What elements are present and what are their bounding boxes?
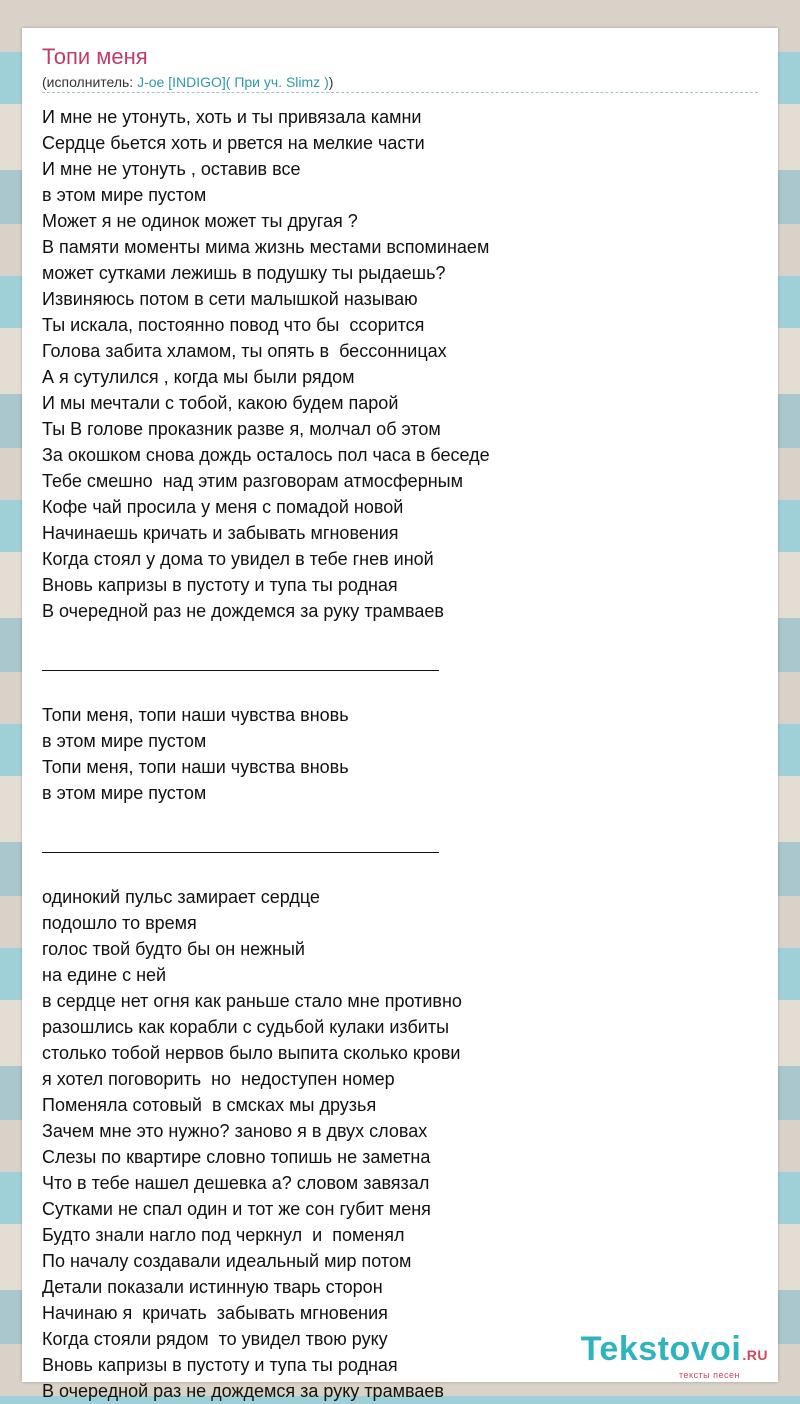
lyric-line: Ты В голове проказник разве я, молчал об этом — [42, 419, 441, 439]
lyric-line: может сутками лежишь в подушку ты рыдаешь? — [42, 263, 446, 283]
lyric-line: Что в тебе нашел дешевка а? словом завязал — [42, 1173, 430, 1193]
lyric-line: В памяти моменты мима жизнь местами вспоминаем — [42, 237, 490, 257]
divider-line — [42, 650, 439, 676]
lyric-line: голос твой будто бы он нежный — [42, 939, 305, 959]
logo-tld: .RU — [742, 1347, 768, 1363]
artist-prefix: (исполнитель: — [42, 74, 138, 90]
verse-2 — [42, 884, 758, 1404]
logo-tagline: тексты песен — [678, 1370, 740, 1380]
lyric-line: в этом мире пустом — [42, 783, 207, 803]
lyric-line: подошло то время — [42, 913, 197, 933]
lyric-line: А я сутулился , когда мы были рядом — [42, 367, 355, 387]
lyric-line: Извиняюсь потом в сети малышкой называю — [42, 289, 418, 309]
lyric-line: Начинаю я кричать забывать мгновения — [42, 1303, 388, 1323]
lyric-line: И мне не утонуть , оставив все — [42, 159, 301, 179]
lyric-line: Будто знали нагло под черкнул и поменял — [42, 1225, 405, 1245]
lyric-line: И мы мечтали с тобой, какою будем парой — [42, 393, 399, 413]
lyric-line: Голова забита хламом, ты опять в бессонницах — [42, 341, 447, 361]
lyric-line: Вновь капризы в пустоту и тупа ты родная — [42, 575, 398, 595]
chorus — [42, 702, 758, 806]
lyric-line: в сердце нет огня как раньше стало мне противно — [42, 991, 462, 1011]
lyric-line: Сердце бьется хоть и рвется на мелкие части — [42, 133, 425, 153]
lyric-line: Тебе смешно над этим разговорам атмосферным — [42, 471, 463, 491]
song-title: Топи меня — [42, 44, 148, 69]
lyric-line: Детали показали истинную тварь сторон — [42, 1277, 383, 1297]
artist-link[interactable]: J-oe [INDIGO]( При уч. Slimz ) — [137, 74, 329, 90]
divider-line — [42, 832, 439, 858]
lyric-line: одинокий пульс замирает сердце — [42, 887, 320, 907]
lyric-line: Вновь капризы в пустоту и тупа ты родная — [42, 1355, 398, 1375]
lyric-line: Топи меня, топи наши чувства вновь — [42, 757, 349, 777]
lyric-line: Слезы по квартире словно топишь не заметна — [42, 1147, 431, 1167]
verse-1 — [42, 104, 758, 624]
artist-suffix: ) — [328, 74, 334, 90]
lyric-line: Может я не одинок может ты другая ? — [42, 211, 358, 231]
blank-line — [42, 676, 758, 702]
lyric-line: Когда стоял у дома то увидел в тебе гнев иной — [42, 549, 434, 569]
lyric-line: В очередной раз не дождемся за руку трамваев — [42, 1381, 444, 1401]
lyric-line: В очередной раз не дождемся за руку трамваев — [42, 601, 444, 621]
logo-wordmark — [581, 1332, 768, 1372]
lyric-line: в этом мире пустом — [42, 731, 207, 751]
lyric-line: Кофе чай просила у меня с помадой новой — [42, 497, 404, 517]
blank-line — [42, 806, 758, 832]
artist-line — [42, 74, 758, 93]
blank-line — [42, 624, 758, 650]
lyric-line: на едине с ней — [42, 965, 167, 985]
lyric-line: И мне не утонуть, хоть и ты привязала камни — [42, 107, 422, 127]
lyrics-card — [22, 28, 778, 1401]
lyric-line: За окошком снова дождь осталось пол часа в беседе — [42, 445, 490, 465]
lyric-line: Ты искала, постоянно повод что бы ссорится — [42, 315, 425, 335]
site-logo[interactable] — [581, 1332, 768, 1380]
lyric-line: я хотел поговорить но недоступен номер — [42, 1069, 395, 1089]
lyric-line: Поменяла сотовый в смсках мы друзья — [42, 1095, 377, 1115]
lyric-line: По началу создавали идеальный мир потом — [42, 1251, 412, 1271]
lyric-line: Сутками не спал один и тот же сон губит меня — [42, 1199, 431, 1219]
lyric-line: в этом мире пустом — [42, 185, 207, 205]
logo-name: Tekstovoi — [580, 1330, 742, 1368]
lyric-line: разошлись как корабли с судьбой кулаки избиты — [42, 1017, 450, 1037]
lyric-line: Зачем мне это нужно? заново я в двух словах — [42, 1121, 428, 1141]
lyric-line: Когда стояли рядом то увидел твою руку — [42, 1329, 388, 1349]
lyrics-body — [42, 104, 758, 1404]
blank-line — [42, 858, 758, 884]
lyric-line: Топи меня, топи наши чувства вновь — [42, 705, 349, 725]
lyric-line: столько тобой нервов было выпита сколько крови — [42, 1043, 461, 1063]
lyric-line: Начинаешь кричать и забывать мгновения — [42, 523, 399, 543]
